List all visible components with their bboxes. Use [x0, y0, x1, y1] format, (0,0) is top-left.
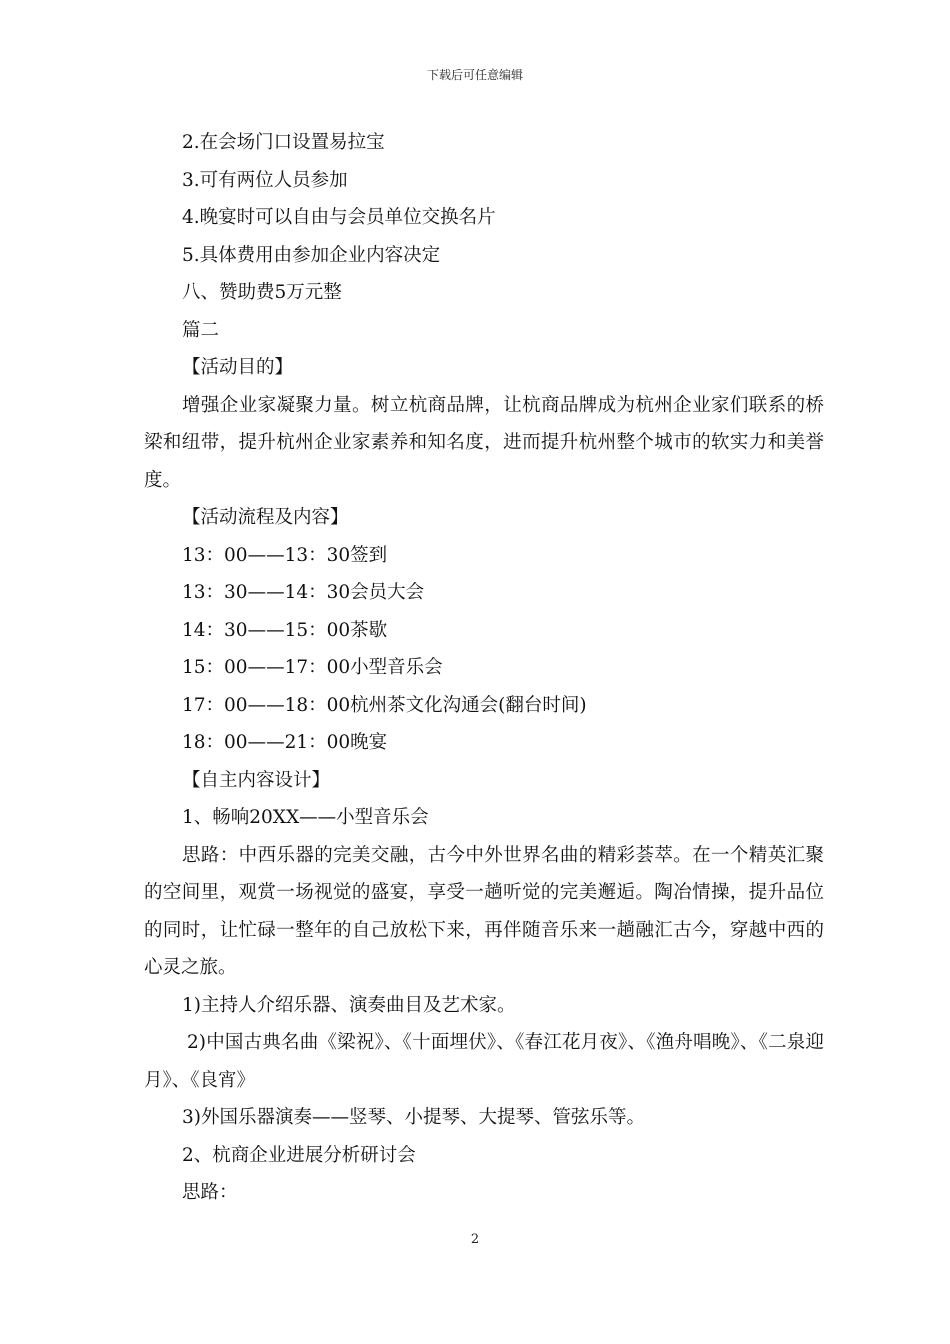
list-item: 3.可有两位人员参加	[182, 169, 348, 191]
schedule-item: 13：30——14：30会员大会	[182, 582, 425, 603]
subsection-heading: 2、杭商企业进展分析研讨会	[182, 1144, 416, 1166]
list-item: 4.晚宴时可以自由与会员单位交换名片	[182, 207, 496, 228]
list-item: 1)主持人介绍乐器、演奏曲目及艺术家。	[182, 994, 516, 1016]
schedule-item: 17：00——18：00杭州茶文化沟通会(翻台时间)	[182, 694, 587, 716]
list-item: 5.具体费用由参加企业内容决定	[182, 244, 441, 266]
page-number: 2	[470, 1232, 480, 1247]
list-item: 3)外国乐器演奏——竖琴、小提琴、大提琴、管弦乐等。	[182, 1107, 645, 1128]
schedule-item: 14：30——15：00茶歇	[182, 619, 388, 641]
section-heading: 八、赞助费5万元整	[182, 282, 342, 303]
paragraph: 思路：中西乐器的完美交融，古今中外世界名曲的精彩荟萃。在一个精英汇聚的空间里，观赏一场视觉的盛宴，享受一趟听觉的完美邂逅。陶冶情操，提升品位的同时，让忙碌一整年的自己放松下来，再伴随音乐来一趟融汇古今，穿越中西的心灵之旅。	[144, 844, 824, 978]
section-heading: 【自主内容设计】	[182, 769, 331, 791]
schedule-item: 13：00——13：30签到	[182, 544, 388, 566]
list-item: 2)中国古典名曲《梁祝》、《十面埋伏》、《春江花月夜》、《渔舟唱晚》、《二泉迎月》、《良宵》	[144, 1032, 824, 1091]
paragraph: 增强企业家凝聚力量。树立杭商品牌，让杭商品牌成为杭州企业家们联系的桥梁和纽带，提升杭州企业家素养和知名度，进而提升杭州整个城市的软实力和美誉度。	[144, 394, 824, 491]
paragraph: 思路：	[182, 1182, 238, 1203]
schedule-item: 15：00——17：00小型音乐会	[182, 657, 443, 678]
page-header: 下载后可任意编辑	[426, 68, 523, 82]
section-heading: 【活动目的】	[182, 357, 294, 378]
schedule-item: 18：00——21：00晚宴	[182, 732, 388, 753]
document-body	[144, 124, 824, 1212]
chapter-heading: 篇二	[182, 319, 220, 341]
list-item: 2.在会场门口设置易拉宝	[182, 132, 385, 153]
section-heading: 【活动流程及内容】	[182, 507, 349, 528]
subsection-heading: 1、畅响20XX——小型音乐会	[182, 807, 429, 828]
